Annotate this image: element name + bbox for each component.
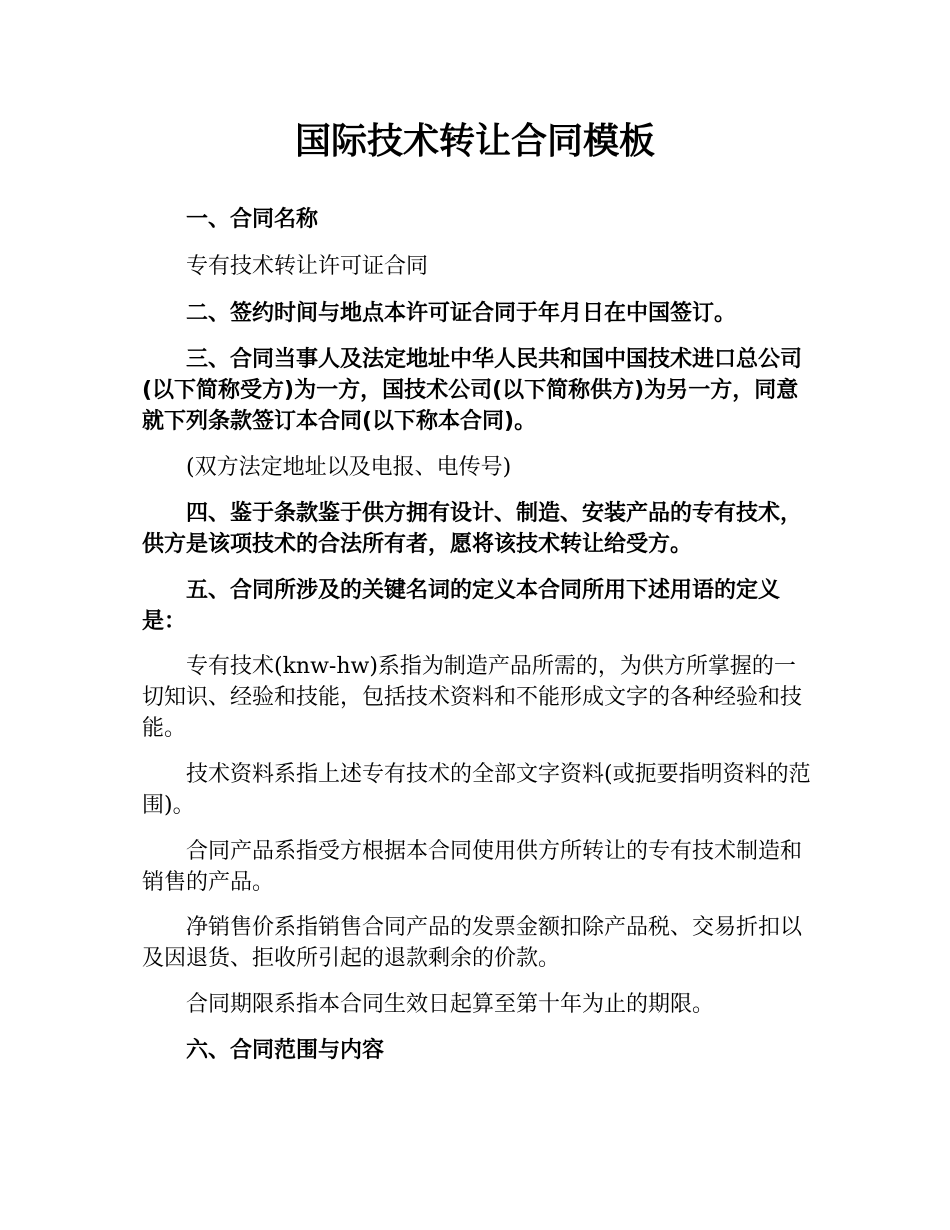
- paragraph-definition-contract-product: 合同产品系指受方根据本合同使用供方所转让的专有技术制造和销售的产品。: [142, 839, 803, 895]
- paragraph-definition-contract-term: 合同期限系指本合同生效日起算至第十年为止的期限。: [186, 992, 715, 1017]
- paragraph-contract-name-heading: 一、合同名称: [186, 207, 319, 232]
- paragraph-legal-address: (双方法定地址以及电报、电传号): [186, 455, 512, 480]
- paragraph-definition-net-price: 净销售价系指销售合同产品的发票金额扣除产品税、交易折扣以及因退货、拒收所引起的退款剩余的价款。: [142, 915, 803, 971]
- paragraph-parties: 三、合同当事人及法定地址中华人民共和国中国技术进口总公司(以下简称受方)为一方，国技术公司(以下简称供方)为另一方，同意就下列条款签订本合同(以下称本合同)。: [142, 347, 803, 434]
- paragraph-definition-know-how: 专有技术(knw-hw)系指为制造产品所需的，为供方所掌握的一切知识、经验和技能，包括技术资料和不能形成文字的各种经验和技能。: [142, 654, 803, 741]
- paragraph-contract-name: 专有技术转让许可证合同: [186, 254, 429, 279]
- paragraph-signing-time-place: 二、签约时间与地点本许可证合同于年月日在中国签订。: [186, 301, 737, 326]
- paragraph-definition-technical-data: 技术资料系指上述专有技术的全部文字资料(或扼要指明资料的范围)。: [142, 762, 811, 818]
- paragraph-scope-heading: 六、合同范围与内容: [186, 1038, 385, 1063]
- document-title: 国际技术转让合同模板: [294, 121, 655, 162]
- paragraph-whereas-clause: 四、鉴于条款鉴于供方拥有设计、制造、安装产品的专有技术，供方是该项技术的合法所有者，愿将该技术转让给受方。: [142, 501, 803, 557]
- paragraph-definitions-heading: 五、合同所涉及的关键名词的定义本合同所用下述用语的定义是：: [142, 578, 781, 634]
